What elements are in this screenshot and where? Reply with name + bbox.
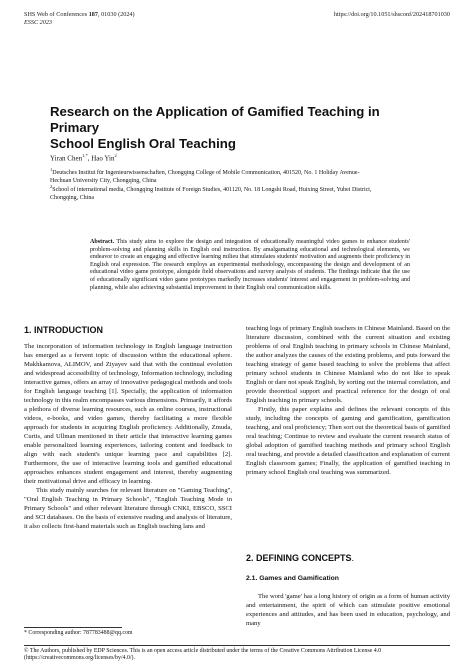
left-column-text [24,342,232,531]
license-link[interactable]: (https://creativecommons.org/licenses/by/4.0/). [24,655,135,661]
paragraph: The word 'game' has a long history of origin as a form of human activity and entertainment, the spirit of which can stimulate positive emotional experiences and attitudes, and has been used in education, psychology, and many [246,593,450,627]
author-name: Yiran Chen [50,154,83,163]
paragraph: This study mainly searches for relevant literature on "Gaming Teaching", "Oral English Teaching in Primary Schools", "English Teaching Mode in Primary Schools" and other relevant literature through CNKI, EBSCO, SSCI and SCI databases. On the basis of extensive reading and analysis of literature, it also collects first-hand materials such as English teaching lans and [24,487,232,530]
paragraph: teaching logs of primary English teachers in Chinese Mainland. Based on the literature discussion, combined with the current situation and existing problems of oral English teaching in primary schools in Chinese Mainland, the author analyzes the causes of the existing problems, and puts forward the teaching strategy of game based teaching to solve the problems that affect primary school students in Chinese Mainland who do not like to speak English or dare not speak English, by sorting out the internal correlation, and provide theoretical support and practical reference for the design of oral English teaching in primary schools. [246,325,450,404]
paragraph: The incorporation of information technology in English language instruction has emerged as a fervent topic of discussion within the educational sphere. Makhkamova, ALIMOV, and Ziyayev said that with the continual evolution and widespread accessibility of technology, Information technology, including interactive games, offers an array of innovative pedagogical methods and tools for English language teaching [1]. Specially, the application of information technology in this realm encompasses various dimensions. Primarily, it affords a plethora of diverse learning resources, such as online courses, instructional videos, e-books, and video games, thereby facilitating a more flexible approach for students in acquiring English proficiency. Additionally, Zmuda, Curtis, and Ullman mentioned in their article that interactive learning games enable personalized learning experiences, tailoring content and feedback to align with each student's unique learning pace and capabilities [2]. Furthermore, the use of interactive learning tools and gamified educational approaches enhances student engagement and interest, thereby augmenting their motivational drive and efficacy in learning. [24,343,232,485]
section-heading: 2. DEFINING CONCEPTS. [246,553,355,563]
doi-link[interactable]: https://doi.org/10.1051/shsconf/202418701030 [333,11,450,18]
author-list: Yiran Chen$^{1,*}$, Hao Yin$^2$ [50,153,117,163]
affiliation: $^1$Deutsches Institut für Ingenieurwissenschaften, Chongqing College of Mobile Communication, 401520, No. 1 Holiday Avenue- Hechuan University City, Chongqing, China [50,167,360,184]
section-heading: 1. INTRODUCTION [24,325,104,335]
abstract-label: Abstract. [90,239,115,245]
volume-number: 187 [88,11,98,18]
abstract [90,239,410,292]
affiliation: $^2$School of international media, Chongqing Institute of Foreign Studies, 401120, No. 18 Longshi Road, Huixing Street, Yubei District, Chongqing, China [50,184,372,201]
subsection-heading: 2.1. Games and Gamification [246,575,339,582]
right-column-text [246,324,450,477]
license-notice: © The Authors, published by EDP Sciences. This is an open access article distributed under the terms of the Creative Commons Attribution License 4.0 (https://creativecommons.org/licenses/by/4.0/). [24,648,454,662]
running-header [24,11,135,27]
paper-title: Research on the Application of Gamified Teaching in Primary School English Oral Teaching [50,104,380,151]
footnote-rule [24,627,122,628]
journal-citation: SHS Web of Conferences 187, 01030 (2024) [24,11,135,18]
paragraph: Firstly, this paper explains and defines the relevant concepts of this study, including the concepts of gaming and gamification, gamification teaching, and oral proficiency; Then sort out the theoretical basis of gamified oral teaching; Continue to review and evaluate the current research status of global adoption of gamified teaching methods and primary school English oral teaching, and provide a detailed classification and explanation of current English classroom games; Finally, the application of gamified teaching in primary school English oral teaching was summarized. [246,406,450,476]
author-name: Hao Yin [91,154,115,163]
corresponding-author-footnote: * Corresponding author: 787783488@qq.com [24,630,133,636]
footer-rule [24,645,450,646]
abstract-text: This study aims to explore the design and integration of educationally meaningful video games to enhance students' problem-solving and planning skills in English oral instruction. By amalgamating educational and technological elements, we endeavor to create an engaging and effective learning milieu that stimulates students' motivation and augments their proficiency in English oral expression. The research employs an experimental methodology, encompassing the design and development of an educational video game prototype, alongside field observations and survey analysis of students. The findings indicate that the use of educationally significant video game prototypes markedly increases students' interest and engagement in problem-solving and planning, while also achieving substantial improvement in their English oral communication skills. [90,239,410,291]
conference-name: ESSC 2023 [24,19,53,26]
